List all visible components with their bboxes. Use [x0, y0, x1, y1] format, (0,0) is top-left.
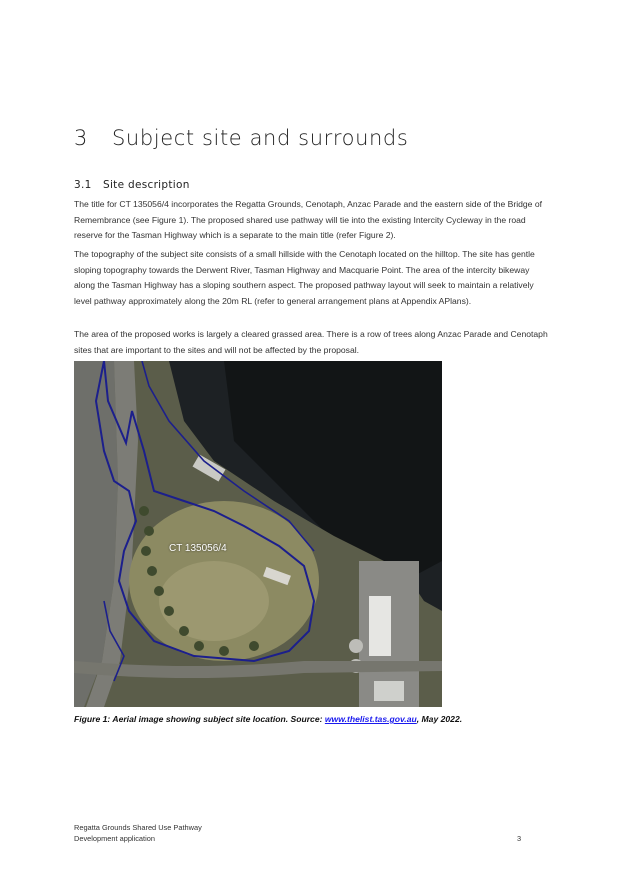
paragraph-title-description: The title for CT 135056/4 incorporates the Regatta Grounds, Cenotaph, Anzac Parade and the eastern side of the Bridge of Remembrance (see Figure 1). The proposed shared use pathway will tie into the existing Intercity Cycleway in the road reserve for the Tasman Highway which is a separate to the main title (refer Figure 2). [74, 199, 543, 241]
caption-date: , May 2022. [416, 714, 463, 724]
section-heading [74, 126, 408, 150]
section-title: Subject site and surrounds [112, 126, 409, 150]
caption-source-link[interactable]: www.thelist.tas.gov.au [324, 714, 417, 724]
paragraph-topography: The topography of the subject site consists of a small hillside with the Cenotaph located on the hilltop. The site has gentle sloping topography towards the Derwent River, Tasman Highway and Macquarie Point. The area of the intercity bikeway along the Tasman Highway has a sloping southern aspect. The proposed pathway layout will seek to maintain a relatively level pathway approximately along the 20m RL (refer to general arrangement plans at Appendix APlans). [74, 249, 535, 306]
footer-document-type: Development application [74, 834, 155, 843]
page-number: 3 [517, 834, 522, 843]
footer-project-title: Regatta Grounds Shared Use Pathway [74, 823, 202, 832]
section-number: 3 [74, 126, 88, 150]
figure-caption [74, 714, 462, 724]
subsection-title: Site description [103, 179, 190, 191]
paragraph-proposed-works: The area of the proposed works is largely a cleared grassed area. There is a row of trees along Anzac Parade and Cenotaph sites that are important to the sites and will not be affected by the proposal. [74, 329, 548, 355]
aerial-map-image [74, 361, 442, 707]
caption-text: Figure 1: Aerial image showing subject site location. Source: [74, 714, 325, 724]
aerial-map-graphic [74, 361, 442, 707]
map-title-label: CT 135056/4 [169, 543, 227, 554]
subsection-number: 3.1 [74, 179, 92, 191]
subsection-heading [74, 179, 190, 191]
